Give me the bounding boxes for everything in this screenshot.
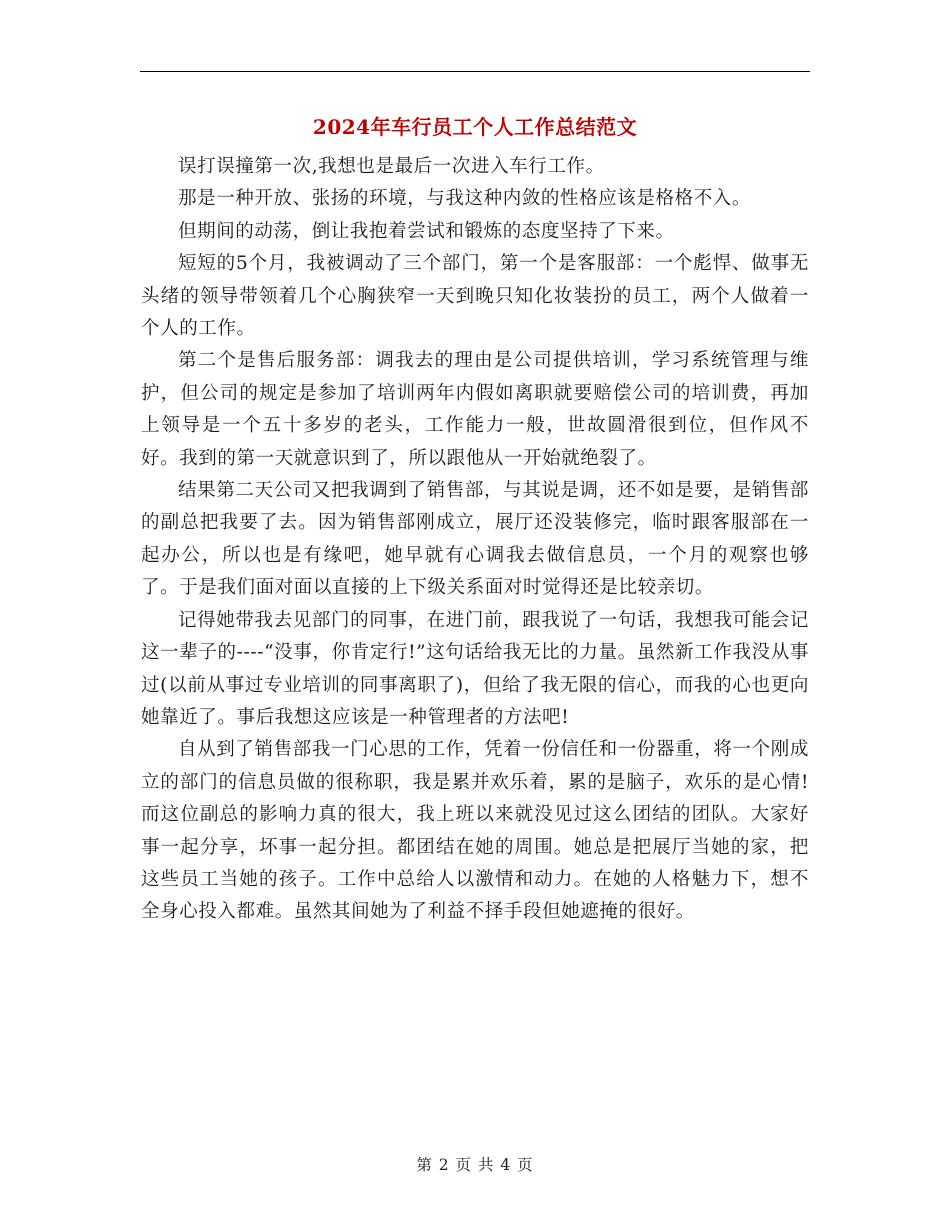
header-rule xyxy=(140,71,810,72)
paragraph: 记得她带我去见部门的同事，在进门前，跟我说了一句话，我想我可能会记这一辈子的----“没事，你肯定行!”这句话给我无比的力量。虽然新工作我没从事过(以前从事过专业培训的同事离职了)，但给了我无限的信心，而我的心也更向她靠近了。事后我想这应该是一种管理者的方法吧! xyxy=(141,609,809,728)
page-number-footer: 第 2 页 共 4 页 xyxy=(416,1156,534,1174)
document-title: 2024年车行员工个人工作总结范文 xyxy=(312,115,638,139)
paragraph: 结果第二天公司又把我调到了销售部，与其说是调，还不如是要，是销售部的副总把我要了去。因为销售部刚成立，展厅还没装修完，临时跟客服部在一起办公，所以也是有缘吧，她早就有心调我去做信息员，一个月的观察也够了。于是我们面对面以直接的上下级关系面对时觉得还是比较亲切。 xyxy=(141,480,809,599)
paragraph: 第二个是售后服务部：调我去的理由是公司提供培训，学习系统管理与维护，但公司的规定是参加了培训两年内假如离职就要赔偿公司的培训费，再加上领导是一个五十多岁的老头，工作能力一般，世故圆滑很到位，但作风不好。我到的第一天就意识到了，所以跟他从一开始就绝裂了。 xyxy=(141,350,809,469)
document-body xyxy=(141,151,809,929)
paragraph: 但期间的动荡，倒让我抱着尝试和锻炼的态度坚持了下来。 xyxy=(178,220,675,242)
paragraph: 短短的5个月，我被调动了三个部门，第一个是客服部：一个彪悍、做事无头绪的领导带领着几个心胸狭窄一天到晚只知化妆装扮的员工，两个人做着一个人的工作。 xyxy=(141,253,809,340)
paragraph: 自从到了销售部我一门心思的工作，凭着一份信任和一份器重，将一个刚成立的部门的信息员做的很称职，我是累并欢乐着，累的是脑子，欢乐的是心情!而这位副总的影响力真的很大，我上班以来就没见过这么团结的团队。大家好事一起分享，坏事一起分担。都团结在她的周围。她总是把展厅当她的家，把这些员工当她的孩子。工作中总给人以激情和动力。在她的人格魅力下，想不全身心投入都难。虽然其间她为了利益不择手段但她遮掩的很好。 xyxy=(141,739,809,923)
paragraph: 误打误撞第一次,我想也是最后一次进入车行工作。 xyxy=(178,156,605,177)
paragraph: 那是一种开放、张扬的环境，与我这种内敛的性格应该是格格不入。 xyxy=(178,188,752,210)
